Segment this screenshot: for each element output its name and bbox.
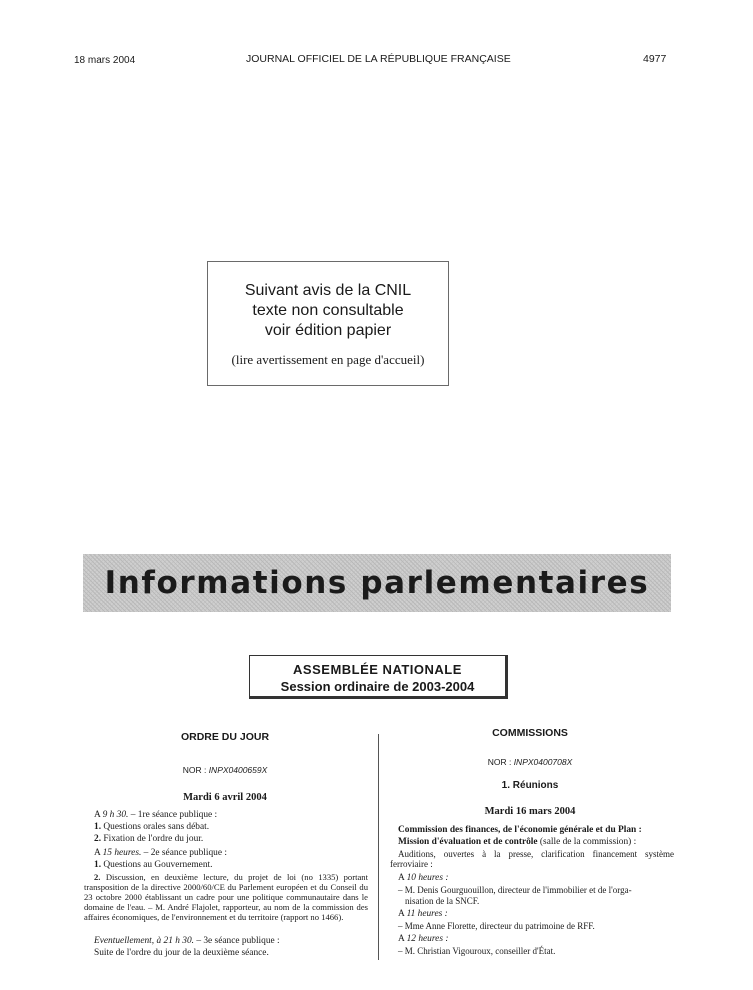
agenda-item-4	[84, 872, 368, 922]
mission-place: (salle de la commission) :	[539, 837, 637, 847]
mission-name: Mission d'évaluation et de contrôle	[398, 837, 538, 847]
section-title: Réunions	[512, 780, 559, 791]
seance-3-time: à 21 h 30.	[156, 936, 194, 946]
time-prefix: A	[398, 909, 405, 919]
assemblee-box	[249, 655, 508, 699]
seance-3-followup: Suite de l'ordre du jour de la deuxième séance.	[94, 948, 269, 958]
seance-2-prefix: A	[94, 848, 101, 858]
seance-3-text: – 3e séance publique :	[196, 936, 280, 946]
agenda-item-2	[94, 834, 203, 844]
agenda-item-3	[94, 860, 212, 870]
seance-3-line	[94, 936, 280, 946]
journal-title: JOURNAL OFFICIEL DE LA RÉPUBLIQUE FRANÇAISE	[246, 53, 511, 65]
time-slot-2	[398, 909, 448, 919]
person-2: – Mme Anne Florette, directeur du patrimoine de RFF.	[398, 921, 595, 931]
nor-code: INPX0400659X	[208, 765, 268, 775]
reunions-heading	[390, 780, 670, 791]
cnil-line-2: texte non consultable	[252, 302, 404, 319]
nor-label: NOR :	[182, 765, 207, 775]
cnil-notice-box	[207, 261, 449, 386]
agenda-item-number: 1.	[94, 860, 102, 870]
agenda-item-text: Discussion, en deuxième lecture, du projet de loi (no 1335) portant transposition de la directive 2000/60/CE du Parlement européen et du Conseil du 23 octobre 2000 établissant un cadre pour une politique communautaire dans le domaine de l'eau. – M. André Flajolet, rapporteur, au nom de la commission des affaires économiques, de l'environnement et du territoire (rapport no 1466).	[84, 872, 368, 922]
nor-label: NOR :	[487, 757, 512, 767]
time-value: 11 heures :	[406, 909, 448, 919]
left-day-heading: Mardi 6 avril 2004	[183, 792, 267, 803]
nor-reference-left	[85, 765, 365, 775]
cnil-line-3: voir édition papier	[264, 322, 392, 339]
time-value: 12 heures :	[406, 934, 449, 944]
seance-2-line	[94, 848, 227, 858]
agenda-item-text: Fixation de l'ordre du jour.	[103, 834, 204, 844]
cnil-note: (lire avertissement en page d'accueil)	[231, 352, 425, 367]
mission-line	[398, 837, 636, 847]
time-value: 10 heures :	[406, 873, 449, 883]
cnil-line-1: Suivant avis de la CNIL	[244, 282, 412, 299]
seance-2-time: 15 heures.	[102, 848, 142, 858]
column-divider	[378, 734, 379, 960]
auditions-text: Auditions, ouvertes à la presse, clarification financement système ferroviaire :	[390, 849, 674, 869]
time-prefix: A	[398, 873, 405, 883]
section-banner	[83, 554, 671, 612]
person-1-line-2: nisation de la SNCF.	[405, 896, 480, 906]
agenda-item-text: Questions au Gouvernement.	[103, 860, 213, 870]
nor-reference-right	[390, 757, 670, 767]
section-number: 1.	[501, 780, 510, 791]
agenda-item-1	[94, 822, 209, 832]
nor-code: INPX0400708X	[513, 757, 573, 767]
assemblee-title: ASSEMBLÉE NATIONALE	[293, 662, 462, 677]
assemblee-session: Session ordinaire de 2003-2004	[280, 679, 475, 694]
agenda-item-text: Questions orales sans débat.	[103, 822, 210, 832]
page-number: 4977	[643, 53, 667, 65]
agenda-item-number: 1.	[94, 822, 102, 832]
seance-1-time: 9 h 30.	[102, 810, 129, 820]
agenda-item-number: 2.	[94, 834, 102, 844]
seance-3-label: Eventuellement,	[94, 936, 155, 946]
person-1-line-1: – M. Denis Gourguouillon, directeur de l'immobilier et de l'orga-	[398, 885, 632, 895]
time-prefix: A	[398, 934, 405, 944]
commissions-heading: COMMISSIONS	[492, 727, 568, 739]
agenda-item-number: 2.	[94, 872, 101, 882]
seance-1-line	[94, 810, 217, 820]
person-3: – M. Christian Vigouroux, conseiller d'État.	[398, 946, 556, 956]
time-slot-1	[398, 873, 448, 883]
commission-name: Commission des finances, de l'économie générale et du Plan :	[398, 825, 642, 835]
header-date: 18 mars 2004	[74, 55, 136, 66]
ordre-du-jour-heading: ORDRE DU JOUR	[180, 731, 270, 743]
time-slot-3	[398, 934, 448, 944]
banner-title: Informations parlementaires	[104, 565, 650, 601]
seance-1-text: – 1re séance publique :	[130, 810, 218, 820]
right-day-heading: Mardi 16 mars 2004	[484, 806, 576, 817]
seance-2-text: – 2e séance publique :	[143, 848, 227, 858]
seance-1-prefix: A	[94, 810, 101, 820]
